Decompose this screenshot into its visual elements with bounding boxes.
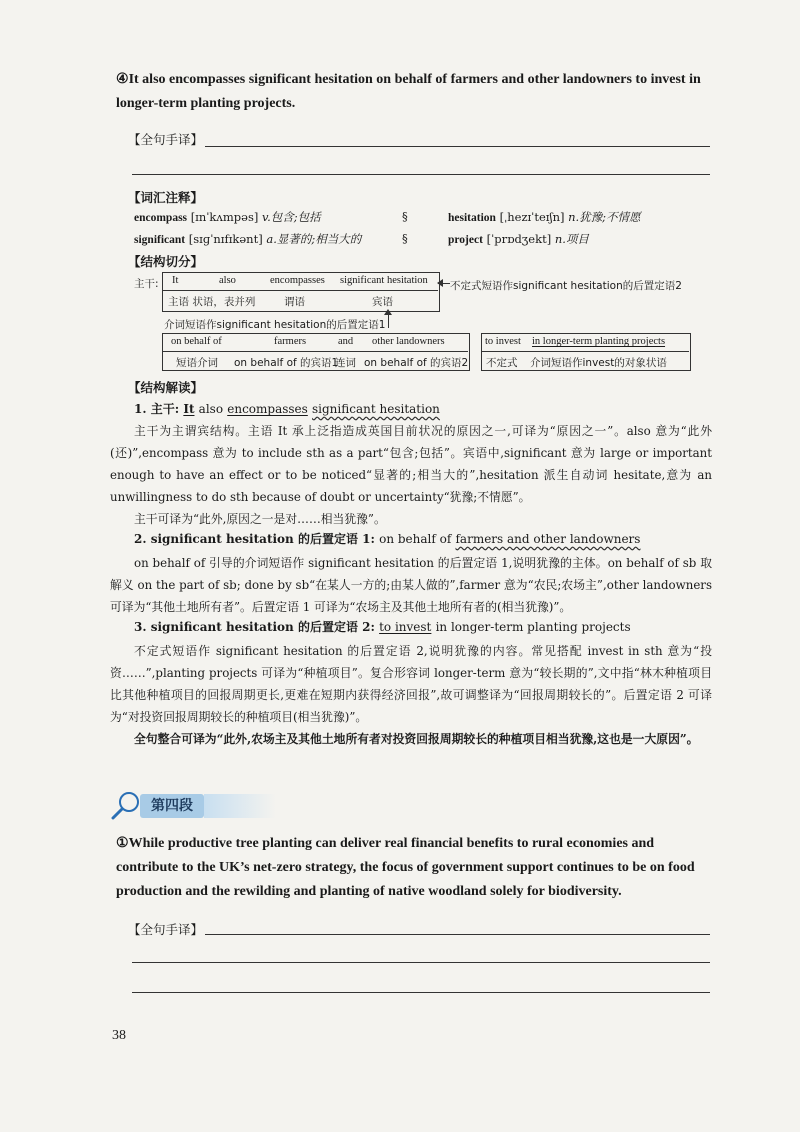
translation-line[interactable] [132, 174, 710, 175]
analysis-head-1: 1. 主干: It also encompasses significant hesitation [134, 402, 440, 416]
analysis-para: 不定式短语作 significant hesitation 的后置定语 2,说明犹豫的内容。常见搭配 invest in sth 意为“投资……”,planting projects 可译为“种植项目”。复合形容词 longer-term 意为“较长期的”,文中指“林木种植项目比其他种植项目的回报周期更长,更难在短期内获得经济回报”,故可调整译为“回报周期较长的”。后置定语 2 可译为“对投资回报周期较长的种植项目(相当犹豫)”。 [110, 644, 712, 724]
note-right: 不定式短语作significant hesitation的后置定语2 [450, 280, 682, 292]
section-title-box [140, 794, 204, 818]
vocab-item: hesitation [ˌhezɪˈteɪʃn] n.犹豫;不情愿 [448, 210, 641, 224]
sentence-text: It also encompasses significant hesitation on behalf of farmers and other landowners to invest in longer-term planting projects. [116, 72, 701, 111]
translation-label: 【全句手译】 [128, 132, 204, 147]
vocab-item: project [ˈprɒdʒekt] n.项目 [448, 232, 589, 246]
search-icon [110, 790, 142, 824]
note-left: 介词短语作significant hesitation的后置定语1 [164, 319, 386, 331]
sentence-marker: ④ [116, 72, 129, 87]
page-number: 38 [112, 1028, 126, 1043]
sentence-4 [116, 68, 706, 116]
sentence-1 [116, 832, 696, 904]
section-title: 第四段 [151, 798, 193, 814]
analysis-head-2: 2. significant hesitation 的后置定语 1: on behalf of farmers and other landowners [134, 532, 641, 546]
analysis-para: 主干可译为“此外,原因之一是对……相当犹豫”。 [134, 512, 386, 526]
analysis-para: 全句整合可译为“此外,农场主及其他土地所有者对投资回报周期较长的种植项目相当犹豫,这也是一大原因”。 [134, 732, 699, 746]
translation-line[interactable] [132, 992, 710, 993]
translation-line[interactable] [205, 934, 710, 935]
translation-label: 【全句手译】 [128, 922, 204, 937]
translation-line[interactable] [132, 962, 710, 963]
translation-line[interactable] [205, 146, 710, 147]
main-label: 主干: [134, 278, 159, 290]
analysis-para: on behalf of 引导的介词短语作 significant hesitation 的后置定语 1,说明犹豫的主体。on behalf of sb 取解义 on the part of sb; done by sb“在某人一方的;由某人做的”,farmer 意为“农民;农场主”,other landowners 可译为“其他土地所有者”。后置定语 1 可译为“农场主及其他土地所有者的(相当犹豫)”。 [110, 556, 712, 614]
vocab-item: encompass [ɪnˈkʌmpəs] v.包含;包括 [134, 210, 321, 224]
sentence-marker: ① [116, 836, 129, 851]
vocab-item: significant [sɪɡˈnɪfɪkənt] a.显著的;相当大的 [134, 232, 362, 246]
analysis-head-3: 3. significant hesitation 的后置定语 2: to invest in longer-term planting projects [134, 620, 631, 634]
vocab-divider: § [402, 209, 408, 223]
vocab-heading: 【词汇注释】 [128, 190, 204, 205]
sentence-text: While productive tree planting can deliver real financial benefits to rural economies and contribute to the UK’s net-zero strategy, the focus of government support continues to be on food production and the rewilding and planting of native woodland solely for biodiversity. [116, 836, 695, 899]
analysis-para: 主干为主谓宾结构。主语 It 承上泛指造成英国目前状况的原因之一,可译为“原因之一”。also 意为“此外(还)”,encompass 意为 to include sth as a part“包含;包括”。宾语中,significant 意为 large or important enough to have an effect or to be noticed“显著的;相当大的”,hesitation 派生自动词 hesitate,意为 an unwillingness to do sth because of doubt or uncertainty“犹豫;不情愿”。 [110, 424, 712, 504]
vocab-divider: § [402, 231, 408, 245]
structure-heading: 【结构切分】 [128, 254, 204, 269]
analysis-heading: 【结构解读】 [128, 380, 204, 395]
